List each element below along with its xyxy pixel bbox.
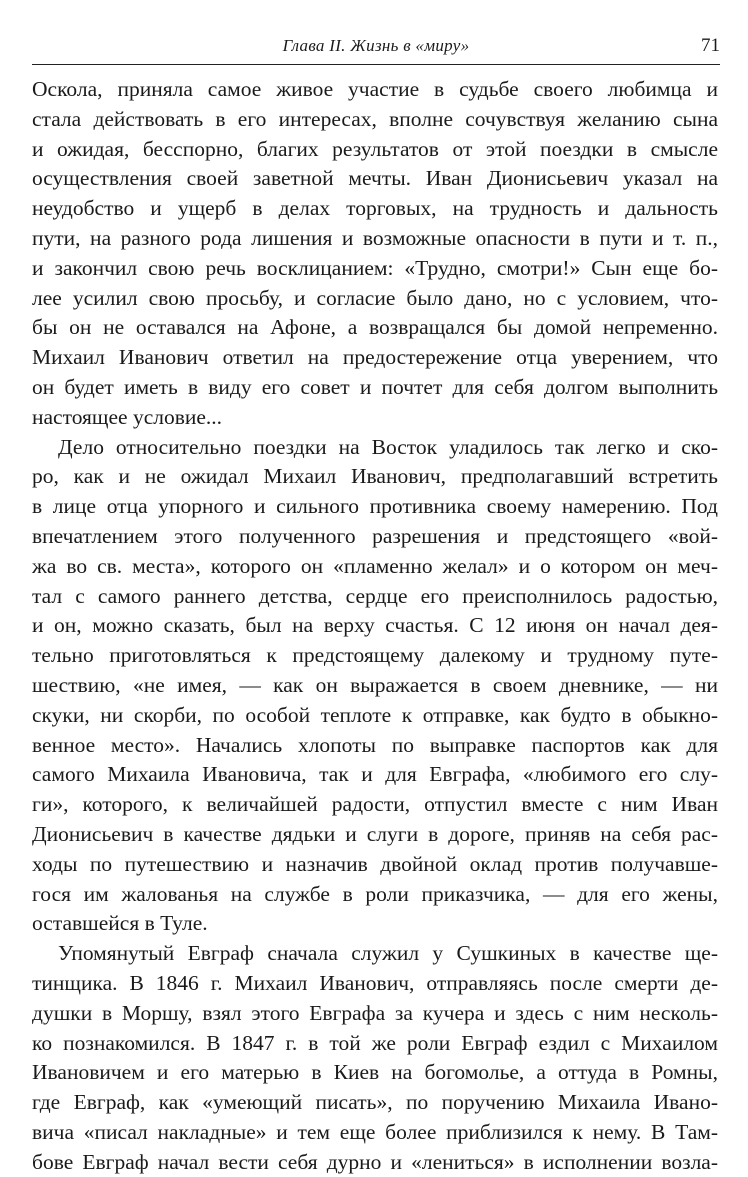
body-text [32, 75, 718, 1177]
text-line: тал с самого раннего детства, сердце его преисполнилось радостью, [32, 583, 718, 608]
text-line: тельно приготовляться к предстоящему далекому и трудному путе- [32, 643, 718, 668]
text-line: где Евграф, как «умеющий писать», по поручению Михаила Ивано- [32, 1090, 718, 1115]
text-line: Дионисьевич в качестве дядьки и слуги в дороге, приняв на себя рас- [32, 821, 718, 846]
text-line: тинщика. В 1846 г. Михаил Иванович, отправляясь после смерти де- [32, 970, 718, 995]
text-line: самого Михаила Ивановича, так и для Евграфа, «любимого его слу- [32, 762, 718, 787]
text-line: оставшейся в Туле. [32, 911, 208, 936]
text-line: душки в Моршу, взял этого Евграфа за кучера и здесь с ним несколь- [32, 1000, 718, 1025]
text-line: жа во св. места», которого он «пламенно желал» и о котором он меч- [32, 553, 718, 578]
text-line: ко познакомился. В 1847 г. в той же роли Евграф ездил с Михаилом [32, 1030, 718, 1055]
text-line: скуки, ни скорби, по особой теплоте к отправке, как будто в обыкно- [32, 702, 718, 727]
text-line: Упомянутый Евграф сначала служил у Сушкиных в качестве ще- [58, 941, 718, 966]
text-line: в лице отца упорного и сильного противника своему намерению. Под [32, 494, 718, 519]
text-line: Михаил Иванович ответил на предостережение отца уверением, что [32, 345, 718, 370]
text-line: шествию, «не имея, — как он выражается в своем дневнике, — ни [32, 672, 718, 697]
text-line: осуществления своей заветной мечты. Иван Дионисьевич указал на [32, 166, 718, 191]
text-line: гося им жалованья на службе в роли приказчика, — для его жены, [32, 881, 718, 906]
text-line: венное место». Начались хлопоты по выправке паспортов как для [32, 732, 718, 757]
page-number: 71 [701, 35, 720, 56]
text-line: вича «писал накладные» и тем еще более приблизился к нему. В Там- [32, 1119, 718, 1144]
text-line: стала действовать в его интересах, вполне сочувствуя желанию сына [32, 106, 718, 131]
text-line: неудобство и ущерб в делах торговых, на трудность и дальность [32, 196, 718, 221]
text-line: бове Евграф начал вести себя дурно и «лениться» в исполнении возла- [32, 1149, 718, 1174]
text-line: впечатлением этого полученного разрешения и предстоящего «вой- [32, 523, 718, 548]
text-line: ро, как и не ожидал Михаил Иванович, предполагавший встретить [32, 464, 718, 489]
text-line: ги», которого, к величайшей радости, отпустил вместе с ним Иван [32, 792, 718, 817]
chapter-title: Глава II. Жизнь в «миру» [282, 36, 470, 55]
text-line: пути, на разного рода лишения и возможные опасности в пути и т. п., [32, 225, 718, 250]
text-line: Дело относительно поездки на Восток уладилось так легко и ско- [58, 434, 718, 459]
text-line: лее усилил свою просьбу, и согласие было дано, но с условием, что- [32, 285, 718, 310]
text-line: ходы по путешествию и назначив двойной оклад против получавше- [32, 851, 718, 876]
text-line: Ивановичем и его матерью в Киев на богомолье, а оттуда в Ромны, [32, 1060, 718, 1085]
text-line: он будет иметь в виду его совет и почтет для себя долгом выполнить [32, 374, 718, 399]
text-line: бы он не оставался на Афоне, а возвращался бы домой непременно. [32, 315, 718, 340]
text-line: и ожидая, бесспорно, благих результатов от этой поездки в смысле [32, 136, 718, 161]
text-line: и закончил свою речь восклицанием: «Трудно, смотри!» Сын еще бо- [32, 255, 718, 280]
running-head [32, 30, 720, 65]
text-line: настоящее условие... [32, 404, 223, 429]
text-line: и он, можно сказать, был на верху счастья. С 12 июня он начал дея- [32, 613, 718, 638]
text-line: Оскола, приняла самое живое участие в судьбе своего любимца и [32, 77, 718, 101]
